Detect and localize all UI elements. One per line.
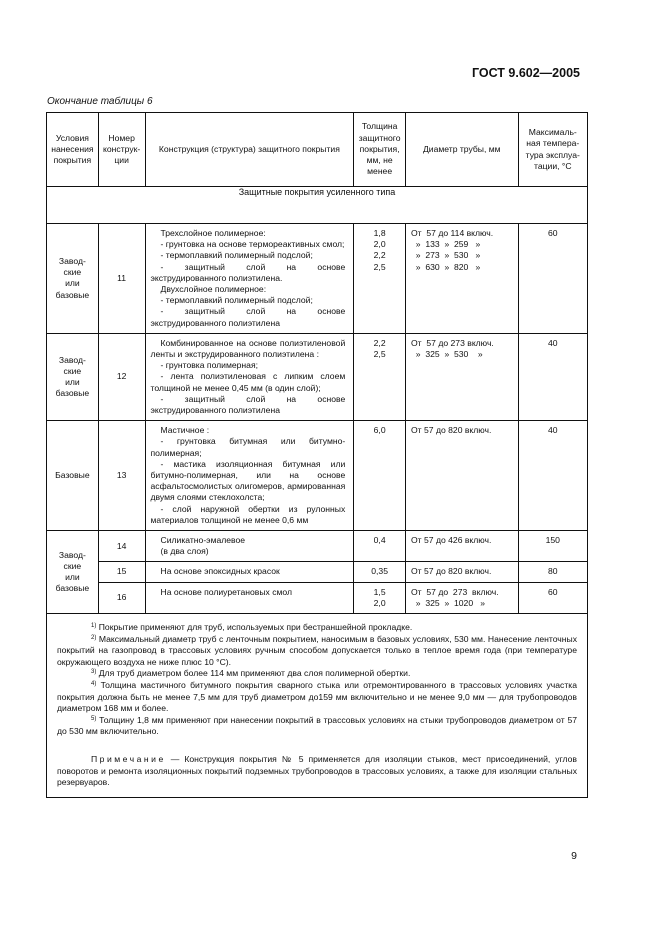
footnotes-row <box>47 614 588 798</box>
diameter-cell: От 57 до 820 включ. <box>406 421 519 531</box>
number-cell: 11 <box>98 224 145 334</box>
construction-cell: Мастичное : - грунтовка битумная или битумно-полимерная; - мастика изоляционная битумная или битумно-полимерная, или на основе асфальтосмолистых олигомеров, армированная двумя слоями стеклохолста; - слой наружной обертки из рулонных материалов толщиной не менее 0,6 мм <box>145 421 354 531</box>
thickness-cell: 1,5 2,0 <box>354 582 406 613</box>
col-header-number: Номер конструк- ции <box>98 113 145 187</box>
section-row <box>47 187 588 224</box>
footnote: $^{3)}$ Для труб диаметром более 114 мм применяют два слоя полимерной обертки. <box>91 668 411 679</box>
condition-cell: Завод- ские или базовые <box>47 531 99 614</box>
coatings-table <box>46 112 588 798</box>
number-cell: 13 <box>98 421 145 531</box>
col-header-thickness: Толщина защитного покрытия, мм, не менее <box>354 113 406 187</box>
diameter-cell: От 57 до 820 включ. <box>406 562 519 582</box>
temperature-cell: 150 <box>518 531 587 562</box>
note-label: Примечание <box>91 754 166 765</box>
document-code: ГОСТ 9.602—2005 <box>471 66 580 80</box>
section-title: Защитные покрытия усиленного типа <box>47 187 588 224</box>
temperature-cell: 60 <box>518 224 587 334</box>
construction-cell: Комбинированное на основе полиэтиленовой ленты и экструдированного полиэтилена : - грунтовка полимерная; - лента полиэтиленовая с липким слоем толщиной не менее 0,45 мм (в один слой); - защитный слой на основе экструдированного полиэтилена <box>145 333 354 420</box>
thickness-cell: 0,4 <box>354 531 406 562</box>
footnote: $^{4)}$ Толщина мастичного битумного покрытия сварного стыка или отремонтированного в трассовых условиях участка покрытия должна быть не менее 7,5 мм для труб диаметром до159 мм включительно и не менее 9,0 мм — для трубопроводов диаметром 168 мм и более. <box>57 680 577 714</box>
table-row <box>47 562 588 582</box>
temperature-cell: 60 <box>518 582 587 613</box>
number-cell: 16 <box>98 582 145 613</box>
thickness-cell: 0,35 <box>354 562 406 582</box>
number-cell: 15 <box>98 562 145 582</box>
col-header-construction: Конструкция (структура) защитного покрытия <box>145 113 354 187</box>
temperature-cell: 40 <box>518 421 587 531</box>
footnote: $^{1)}$ Покрытие применяют для труб, используемых при бестраншейной прокладке. <box>91 622 413 633</box>
construction-cell: Трехслойное полимерное: - грунтовка на основе термореактивных смол; - термоплавкий полимерный подслой; - защитный слой на основе экструдированного полиэтилена. Двухслойное полимерное: - термоплавкий полимерный подслой; - защитный слой на основе экструдированного полиэтилена <box>145 224 354 334</box>
diameter-cell: От 57 до 114 включ. » 133 » 259 » » 273 » 530 » » 630 » 820 » <box>406 224 519 334</box>
table-header-row <box>47 113 588 187</box>
diameter-cell: От 57 до 273 включ. » 325 » 1020 » <box>406 582 519 613</box>
table-row <box>47 333 588 420</box>
table-caption: Окончание таблицы 6 <box>47 96 153 107</box>
footnotes <box>47 614 588 798</box>
table-row <box>47 224 588 334</box>
construction-cell: На основе полиуретановых смол <box>145 582 354 613</box>
page-number: 9 <box>571 850 577 862</box>
condition-cell: Завод- ские или базовые <box>47 333 99 420</box>
diameter-cell: От 57 до 273 включ. » 325 » 530 » <box>406 333 519 420</box>
condition-cell: Завод- ские или базовые <box>47 224 99 334</box>
construction-cell: На основе эпоксидных красок <box>145 562 354 582</box>
col-header-conditions: Условия нанесения покрытия <box>47 113 99 187</box>
table-row <box>47 421 588 531</box>
diameter-cell: От 57 до 426 включ. <box>406 531 519 562</box>
temperature-cell: 80 <box>518 562 587 582</box>
thickness-cell: 2,2 2,5 <box>354 333 406 420</box>
col-header-diameter: Диаметр трубы, мм <box>406 113 519 187</box>
table-note <box>57 754 577 789</box>
note-text: — Конструкция покрытия № 5 применяется для изоляции стыков, мест присоединений, углов поворотов и ремонта изоляционных покрытий подземных трубопроводов в трассовых условиях, а также для изоляции стальных резервуаров. <box>57 754 577 788</box>
number-cell: 14 <box>98 531 145 562</box>
footnote: $^{5)}$ Толщину 1,8 мм применяют при нанесении покрытий в трассовых условиях на стыки трубопроводов диаметром от 57 до 530 мм включительно. <box>57 714 577 737</box>
thickness-cell: 6,0 <box>354 421 406 531</box>
col-header-temperature: Максималь- ная темпера- тура эксплуа- тации, °С <box>518 113 587 187</box>
footnote: $^{2)}$ Максимальный диаметр труб с ленточным покрытием, наносимым в базовых условиях, 530 мм. Нанесение ленточных покрытий на газопровод в трассовых условиях ручным способом допускается только в теплое время года (при температуре окружающего воздуха не ниже плюс 10 °С). <box>57 633 577 667</box>
temperature-cell: 40 <box>518 333 587 420</box>
thickness-cell: 1,8 2,0 2,2 2,5 <box>354 224 406 334</box>
table-row <box>47 582 588 613</box>
number-cell: 12 <box>98 333 145 420</box>
condition-cell: Базовые <box>47 421 99 531</box>
construction-cell: Силикатно-эмалевое (в два слоя) <box>145 531 354 562</box>
table-row <box>47 531 588 562</box>
